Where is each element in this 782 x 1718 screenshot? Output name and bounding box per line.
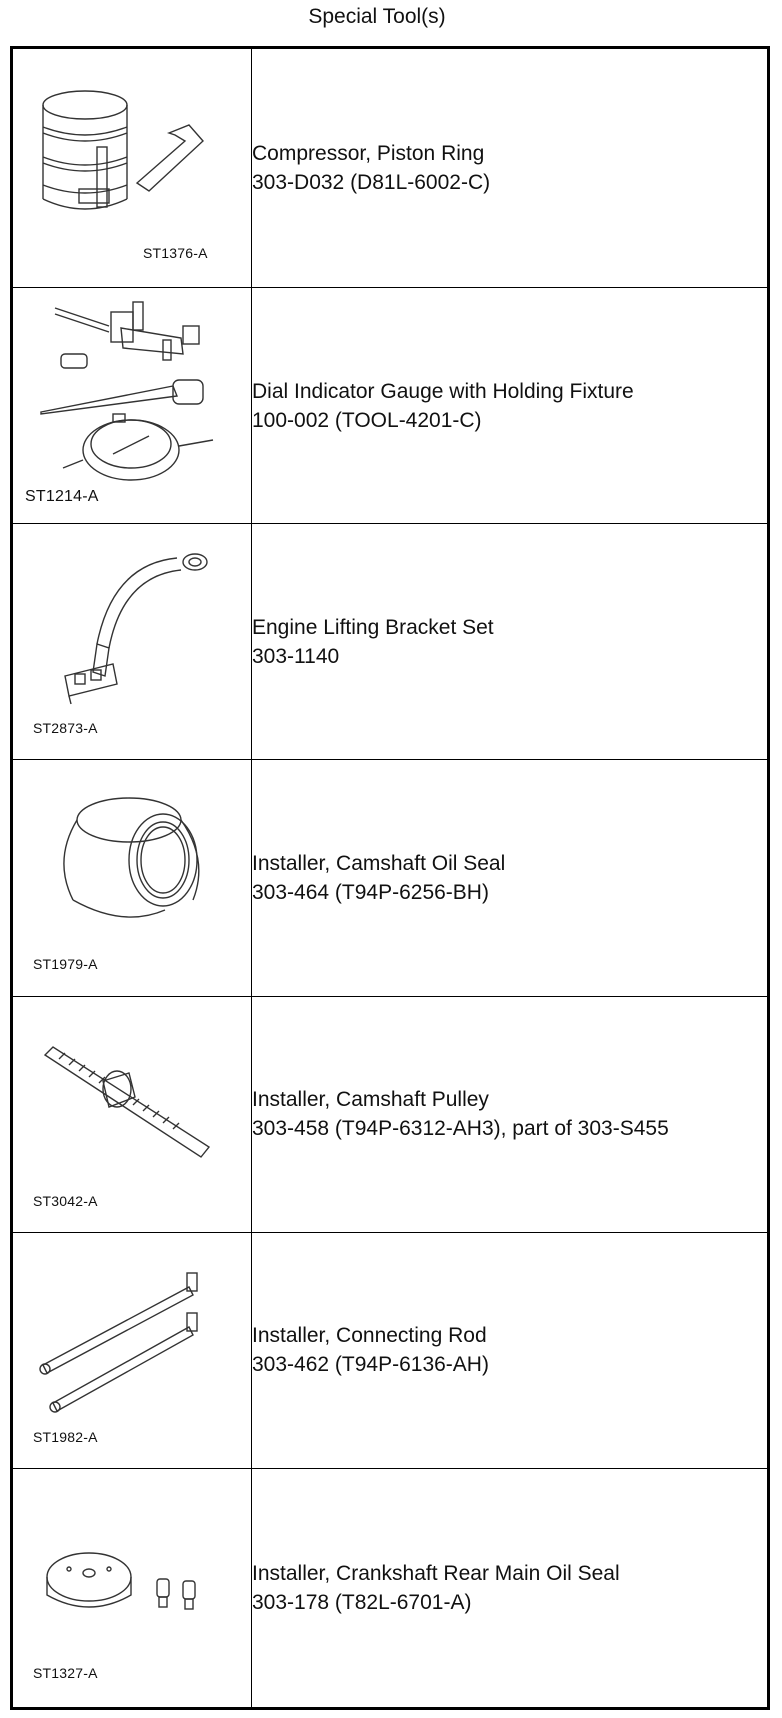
table-row [12,996,769,1232]
tool-description [252,48,769,288]
tool-description [252,288,769,524]
tool-description [252,524,769,760]
tool-number: 303-D032 (D81L-6002-C) [252,171,491,195]
tool-description [252,996,769,1232]
tool-description [252,760,769,996]
tool-name: Installer, Crankshaft Rear Main Oil Seal [252,1561,620,1585]
tool-description [252,1232,769,1468]
page-title: Special Tool(s) [308,5,446,28]
tool-number: 303-458 (T94P-6312-AH3), part of 303-S455 [252,1117,669,1141]
tool-name: Installer, Camshaft Oil Seal [252,851,506,875]
tool-code: ST1214-A [25,488,99,506]
piston-ring-compressor-icon [13,49,251,285]
table-row [12,48,769,288]
tool-code: ST3042-A [33,1192,98,1209]
tool-number: 303-178 (T82L-6701-A) [252,1590,472,1614]
tool-name: Dial Indicator Gauge with Holding Fixture [252,379,634,403]
tool-illustration-cell [12,1468,252,1708]
tool-code: ST1979-A [33,956,98,973]
tool-illustration-cell [12,1232,252,1468]
tool-illustration-cell [12,288,252,524]
tool-illustration-cell [12,996,252,1232]
tool-name: Installer, Connecting Rod [252,1324,487,1348]
table-row [12,1232,769,1468]
tool-illustration-cell [12,760,252,996]
tool-number: 303-464 (T94P-6256-BH) [252,880,489,904]
tool-code: ST1982-A [33,1428,98,1445]
special-tools-table [10,46,770,1710]
tool-code: ST1376-A [143,245,208,261]
tool-illustration-cell [12,48,252,288]
tool-name: Engine Lifting Bracket Set [252,615,494,639]
tool-name: Compressor, Piston Ring [252,142,485,166]
tool-code: ST1327-A [33,1664,98,1681]
tool-number: 303-462 (T94P-6136-AH) [252,1353,489,1377]
tool-illustration-cell [12,524,252,760]
tool-name: Installer, Camshaft Pulley [252,1088,489,1112]
table-row [12,760,769,996]
tool-number: 303-1140 [252,644,340,668]
tool-description [252,1468,769,1708]
tool-code: ST2873-A [33,720,98,737]
tool-number: 100-002 (TOOL-4201-C) [252,408,482,432]
table-row [12,524,769,760]
table-row [12,1468,769,1708]
table-row [12,288,769,524]
